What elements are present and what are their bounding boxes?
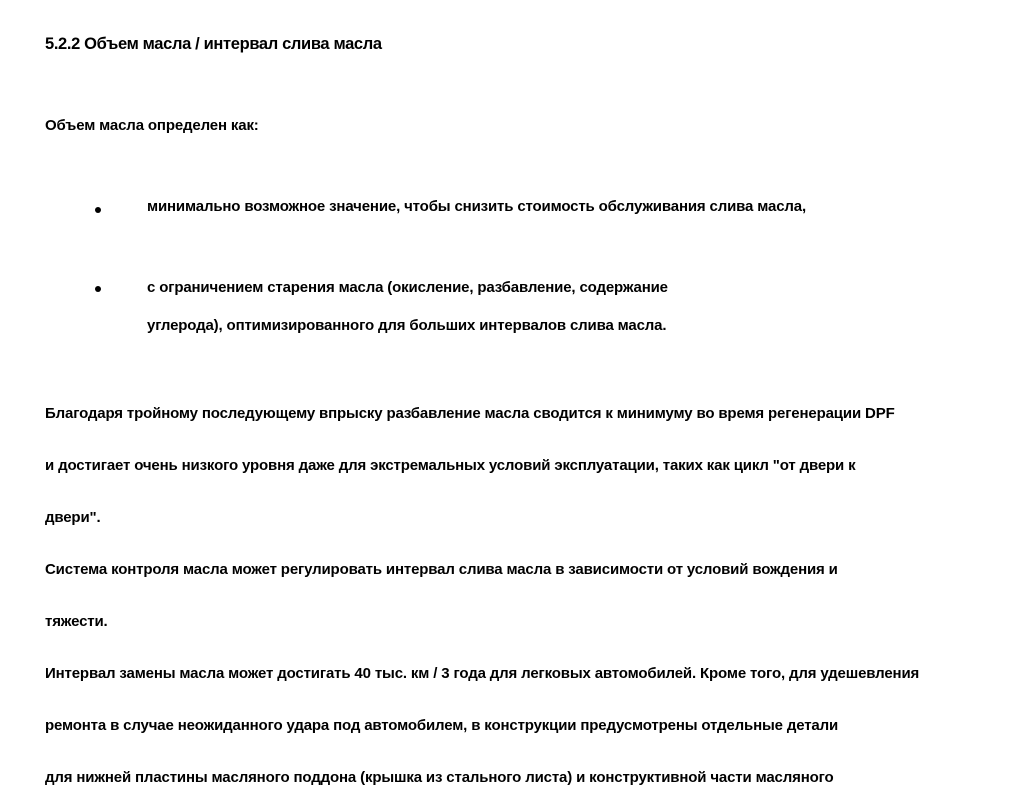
section-heading: 5.2.2 Объем масла / интервал слива масла (45, 35, 382, 53)
paragraph-line: для нижней пластины масляного поддона (крышка из стального листа) и конструктивной части масляного (45, 769, 834, 786)
bullet-text-line: с ограничением старения масла (окисление, разбавление, содержание (147, 279, 668, 296)
paragraph-line: и достигает очень низкого уровня даже для экстремальных условий эксплуатации, таких как цикл "от двери к (45, 457, 856, 474)
paragraph-line: тяжести. (45, 613, 108, 630)
intro-text: Объем масла определен как: (45, 117, 259, 134)
bullet-dot-icon (95, 207, 101, 213)
paragraph-line: двери". (45, 509, 101, 526)
bullet-text-line: минимально возможное значение, чтобы снизить стоимость обслуживания слива масла, (147, 198, 806, 215)
paragraph-line: Интервал замены масла может достигать 40 тыс. км / 3 года для легковых автомобилей. Кроме того, для удешевления (45, 665, 920, 682)
paragraph-line: ремонта в случае неожиданного удара под автомобилем, в конструкции предусмотрены отдельные детали (45, 717, 839, 734)
paragraph-line: Система контроля масла может регулировать интервал слива масла в зависимости от условий вождения и (45, 561, 838, 578)
bullet-text-line: углерода), оптимизированного для больших интервалов слива масла. (147, 317, 667, 334)
bullet-dot-icon (95, 286, 101, 292)
paragraph-line: Благодаря тройному последующему впрыску разбавление масла сводится к минимуму во время регенерации DPF (45, 405, 895, 422)
